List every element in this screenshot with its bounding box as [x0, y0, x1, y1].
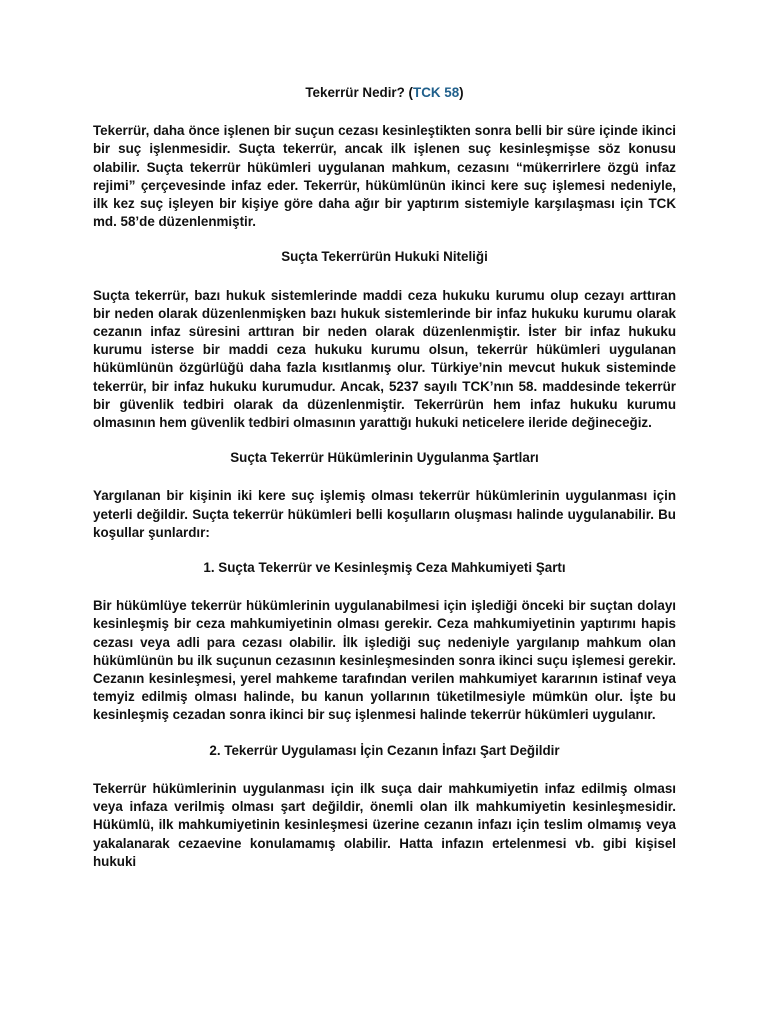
heading-condition-1: 1. Suçta Tekerrür ve Kesinleşmiş Ceza Mahkumiyeti Şartı: [203, 560, 566, 576]
paragraph-intro: Tekerrür, daha önce işlenen bir suçun cezası kesinleştikten sonra belli bir süre içinde ikinci bir suç işlenmesidir. Suçta tekerrür, ancak ilk işlenen suç kesinleşmişse söz konusu olabilir. Suçta tekerrür hükümleri uygulanan mahkum, cezasını “mükerrirlere özgü infaz rejimi” çerçevesinde infaz eder. Tekerrür, hükümlünün ikinci kere suç işlemesi nedeniyle, ilk kez suç işleyen bir kişiye göre daha ağır bir yaptırım sistemiyle karşılaşması için TCK md. 58’de düzenlenmiştir.: [93, 123, 676, 230]
page-title: [93, 84, 676, 102]
paragraph-condition-2: Tekerrür hükümlerinin uygulanması için ilk suça dair mahkumiyetin infaz edilmiş olması veya infaza verilmiş olması şart değildir, önemli olan ilk mahkumiyetin kesinleşmesidir. Hükümlü, ilk mahkumiyetinin kesinleşmesi üzerine cezanın infazı için teslim olmamış veya yakalanarak cezaevine konulamamış olabilir. Hatta infazın ertelenmesi vb. gibi kişisel hukuki: [93, 780, 676, 869]
paragraph-conditions: Yargılanan bir kişinin iki kere suç işlemiş olması tekerrür hükümlerinin uygulanması için yeterli değildir. Suçta tekerrür hükümleri belli koşulların oluşması halinde uygulanabilir. Bu koşullar şunlardır:: [93, 488, 676, 540]
paragraph-legal-nature: Suçta tekerrür, bazı hukuk sistemlerinde maddi ceza hukuku kurumu olup cezayı arttıran bir neden olarak düzenlenmişken bazı hukuk sistemlerinde bir infaz hukuku kurumu olarak cezanın infaz süresini arttıran bir neden olarak düzenlenmiştir. İster bir infaz hukuku kurumu isterse bir maddi ceza hukuku kurumu olsun, tekerrür hükümleri uygulanan hükümlünün özgürlüğü daha fazla kısıtlanmış olur. Türkiye’nin mevcut hukuk sisteminde tekerrür, bir infaz hukuku kurumudur. Ancak, 5237 sayılı TCK’nın 58. maddesinde tekerrür bir güvenlik tedbiri olarak da düzenlenmiştir. Tekerrürün hem infaz hukuku kurumu olmasının hem güvenlik tedbiri olmasının yarattığı hukuki neticelere ileride değineceğiz.: [93, 287, 676, 431]
heading-legal-nature: Suçta Tekerrürün Hukuki Niteliği: [281, 249, 488, 265]
heading-condition-2: 2. Tekerrür Uygulaması İçin Cezanın İnfazı Şart Değildir: [209, 742, 560, 758]
paragraph-condition-1: Bir hükümlüye tekerrür hükümlerinin uygulanabilmesi için işlediği önceki bir suçtan dolayı kesinleşmiş bir ceza mahkumiyetinin olması gerekir. Ceza mahkumiyetinin yaptırımı hapis cezası veya adli para cezası olabilir. İlk işlediği suç nedeniyle yargılanıp mahkum olan hükümlünün bu ilk suçunun cezasının kesinleşmesinden sonra ikinci suçu işlemesi gerekir. Cezanın kesinleşmesi, yerel mahkeme tarafından verilen mahkumiyet kararının istinaf veya temyiz edilmiş olması halinde, bu kanun yollarının tüketilmesiyle mümkün olur. İşte bu kesinleşmiş cezadan sonra ikinci bir suç işlenmesi halinde tekerrür hükümleri uygulanır.: [93, 598, 676, 723]
heading-conditions: Suçta Tekerrür Hükümlerinin Uygulanma Şartları: [230, 450, 539, 466]
tck-58-link[interactable]: TCK 58: [413, 85, 460, 100]
document-page: [93, 84, 676, 871]
title-suffix: ): [459, 85, 464, 100]
title-prefix: Tekerrür Nedir? (: [305, 85, 414, 100]
